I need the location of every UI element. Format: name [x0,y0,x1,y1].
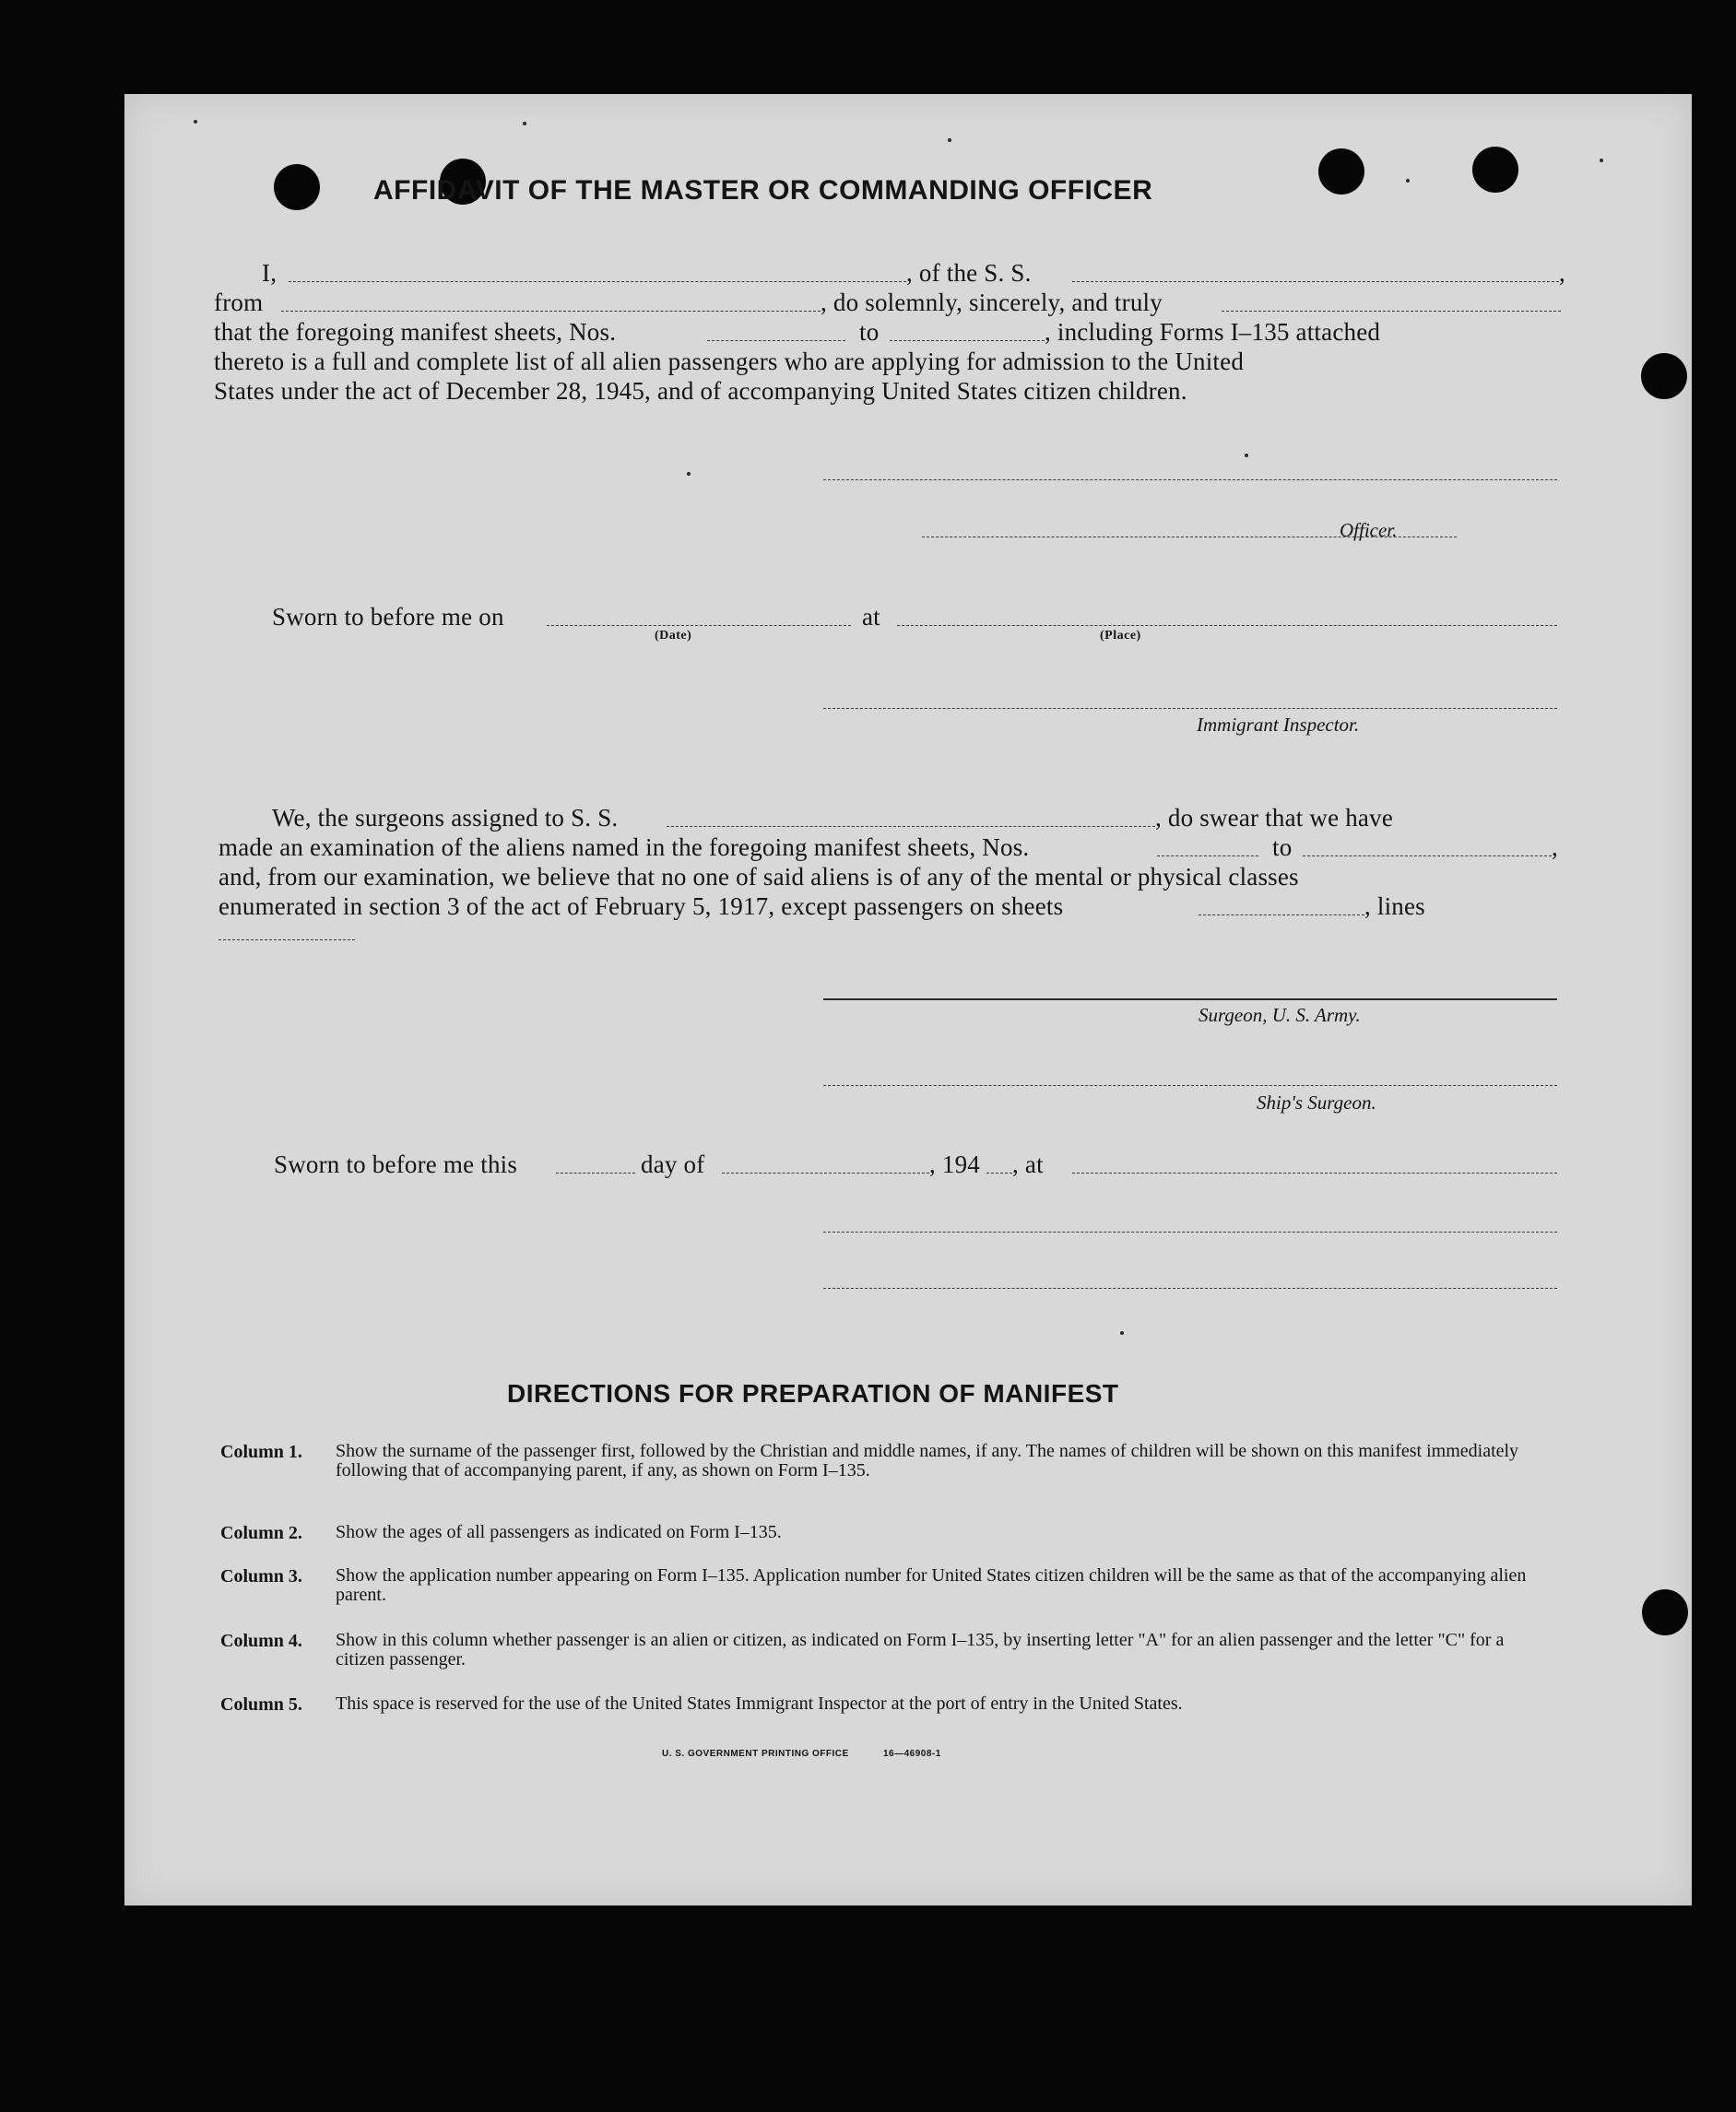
speck [948,138,951,142]
sworn-at-field[interactable] [1072,1173,1557,1174]
date-caption: (Date) [655,629,692,643]
exam-sheet-to-field[interactable] [1303,855,1552,856]
text-enumerated: enumerated in section 3 of the act of February 5, 1917, except passengers on sheets [218,892,1064,920]
text-to: to [859,318,880,346]
column-5-text: This space is reserved for the use of the United States Immigrant Inspector at the port of entry in the United States. [336,1693,1183,1714]
text-states: States under the act of December 28, 1945, and of accompanying United States citizen children. [214,377,1187,405]
sworn-date-field[interactable] [547,625,851,626]
text-at-2: , at [1012,1150,1044,1178]
column-1-text: Show the surname of the passenger first, followed by the Christian and middle names, if any. The names of children will be shown on this manifest immediately following that of accompanying parent, if any, as shown on Form I–135. [336,1441,1519,1481]
column-4-text: Show in this column whether passenger is an alien or citizen, as indicated on Form I–135, by inserting letter "A" for an alien passenger and the letter "C" for a citizen passenger. [336,1630,1505,1670]
speck [1406,179,1410,183]
form-code: 16—46908-1 [883,1749,941,1759]
sheet-to-field[interactable] [890,340,1045,341]
punch-hole [274,164,320,210]
text-from: from [214,289,264,316]
text-including: , including Forms I–135 attached [1045,318,1381,346]
text-surgeons-assigned: We, the surgeons assigned to S. S. [272,804,619,832]
army-surgeon-label: Surgeon, U. S. Army. [1199,1004,1361,1026]
except-sheets-field[interactable] [1199,914,1364,915]
inspector-label: Immigrant Inspector. [1197,714,1360,736]
column-2-label: Column 2. [220,1523,302,1543]
from-port-field[interactable] [281,311,821,312]
text-comma: , [1559,259,1565,287]
punch-hole [1472,147,1518,193]
text-lines: , lines [1364,892,1425,920]
text-to-2: to [1272,833,1293,861]
army-surgeon-signature-line[interactable] [823,998,1557,1000]
sworn-month-field[interactable] [722,1173,929,1174]
text-of-ss: , of the S. S. [906,259,1032,287]
sheet-from-field[interactable] [707,340,845,341]
except-lines-field[interactable] [218,939,355,940]
column-4-label: Column 4. [220,1631,302,1651]
text-made-examination: made an examination of the aliens named in the foregoing manifest sheets, Nos. [218,833,1030,861]
speck [1245,454,1248,457]
speck [1120,1331,1124,1335]
inspector-signature-line-2[interactable] [823,1232,1557,1233]
text-year: , 194 [929,1150,980,1178]
column-3-label: Column 3. [220,1566,302,1587]
punch-hole [1642,1589,1688,1635]
punch-hole [1318,148,1364,195]
truly-field[interactable] [1222,311,1561,312]
place-caption: (Place) [1100,629,1141,643]
exam-sheet-from-field[interactable] [1157,855,1258,856]
text-thereto: thereto is a full and complete list of all alien passengers who are applying for admission to the United [214,348,1245,375]
punch-hole [1641,353,1687,399]
ship-name-field[interactable] [1072,281,1559,282]
column-3-text: Show the application number appearing on Form I–135. Application number for United States citizen children will be the same as that of the accompanying alien parent. [336,1565,1527,1605]
ships-surgeon-label: Ship's Surgeon. [1257,1091,1376,1114]
printer-imprint: U. S. GOVERNMENT PRINTING OFFICE [662,1749,849,1759]
sworn-year-field[interactable] [986,1173,1012,1174]
text-do-swear: , do swear that we have [1155,804,1394,832]
column-5-label: Column 5. [220,1694,302,1715]
sworn-place-field[interactable] [897,625,1557,626]
text-comma-2: , [1552,833,1558,861]
speck [523,122,526,125]
text-sworn-on: Sworn to before me on [272,603,504,631]
column-2-text: Show the ages of all passengers as indicated on Form I–135. [336,1522,782,1542]
master-name-field[interactable] [289,281,906,282]
speck [687,472,691,476]
officer-label: Officer. [1340,519,1398,541]
text-foregoing: that the foregoing manifest sheets, Nos. [214,318,617,346]
affidavit-title: AFFIDAVIT OF THE MASTER OR COMMANDING OFFICER [373,175,1153,206]
text-i: I, [262,259,278,287]
directions-title: DIRECTIONS FOR PREPARATION OF MANIFEST [507,1379,1119,1408]
inspector-title-line-2[interactable] [823,1288,1557,1289]
officer-signature-line[interactable] [823,479,1557,480]
text-day-of: day of [641,1150,705,1178]
sworn-day-field[interactable] [556,1173,635,1174]
column-1-label: Column 1. [220,1442,302,1462]
text-from-examination: and, from our examination, we believe that no one of said aliens is of any of the mental or physical classes [218,863,1299,891]
text-sworn-this: Sworn to before me this [274,1150,518,1178]
form-sheet [124,94,1692,1906]
inspector-signature-line[interactable] [823,708,1557,709]
surgeons-ship-field[interactable] [667,826,1155,827]
text-at: at [862,603,880,631]
speck [194,120,197,124]
text-solemnly: , do solemnly, sincerely, and truly [821,289,1163,316]
ships-surgeon-signature-line[interactable] [823,1085,1557,1086]
speck [1600,159,1603,162]
